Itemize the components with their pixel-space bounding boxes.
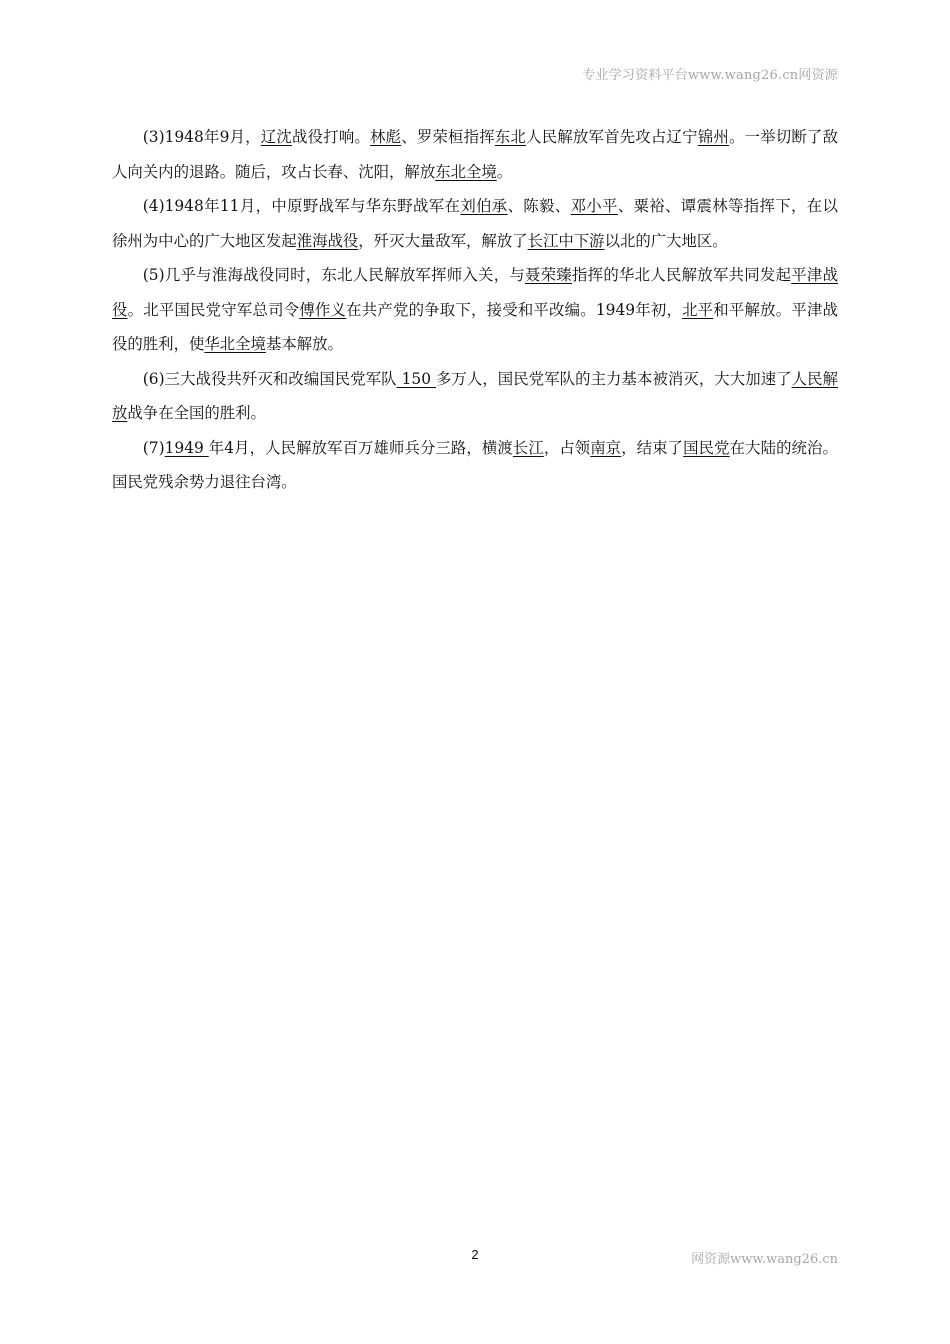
text-run: 人民解放军首先攻占辽宁: [526, 128, 698, 146]
underlined-answer: 长江中下游: [527, 231, 605, 250]
underlined-answer: 林彪: [370, 128, 402, 146]
text-run: (4)1948年11月，中原野战军与华东野战军在: [142, 197, 461, 215]
underlined-answer: 南京: [590, 438, 622, 457]
text-run: ，占领: [543, 438, 591, 457]
paragraph-7: [112, 431, 838, 500]
document-body: [112, 120, 838, 500]
text-run: 。: [496, 162, 513, 181]
page-header: 专业学习资料平台www.wang26.cn网资源: [582, 68, 838, 83]
text-run: 多万人，国民党军队的主力基本被消灭，大大加速了: [435, 369, 792, 388]
text-run: ，结束了: [621, 438, 684, 457]
underlined-answer: 傅作义: [299, 300, 347, 319]
underlined-answer: 150: [396, 369, 436, 388]
text-run: 和平解放。平津战役的胜利，使: [112, 300, 838, 353]
text-run: 年4月，人民解放军百万雄师兵分三路，横渡: [208, 438, 513, 457]
underlined-answer: 东北: [494, 128, 527, 146]
text-run: 。北平国民党守军总司令: [127, 300, 300, 319]
underlined-answer: 平津战役: [112, 266, 838, 319]
underlined-answer: 1949: [164, 438, 209, 457]
text-run: 、陈毅、: [507, 197, 571, 215]
underlined-answer: 淮海战役: [296, 231, 359, 250]
text-run: 、罗荣桓指挥: [401, 128, 495, 146]
underlined-answer: 国民党: [683, 438, 730, 457]
text-run: 基本解放。: [265, 335, 343, 353]
page-number: 2: [471, 1247, 479, 1262]
underlined-answer: 聂荣臻: [525, 266, 573, 284]
paragraph-3: [112, 120, 838, 189]
text-run: 。一举切断了敌人向关内的退路。随后，攻占长春、沈阳，解放: [112, 128, 838, 181]
text-run: 战争在全国的胜利。: [127, 404, 266, 422]
paragraph-6: [112, 362, 838, 431]
underlined-answer: 人民解放: [112, 369, 838, 422]
text-run: (6)三大战役共歼灭和改编国民党军队: [142, 369, 397, 388]
text-run: 以北的广大地区。: [604, 231, 728, 250]
text-run: 战役打响。: [292, 128, 371, 146]
text-run: ，歼灭大量敌军，解放了: [358, 231, 528, 250]
underlined-answer: 长江: [512, 438, 544, 457]
paragraph-4: [112, 189, 838, 258]
text-run: 在共产党的争取下，接受和平改编。1949年初，: [346, 300, 683, 319]
underlined-answer: 华北全境: [204, 335, 266, 353]
text-run: (5)几乎与淮海战役同时，东北人民解放军挥师入关，与: [142, 266, 526, 284]
underlined-answer: 北平: [682, 300, 714, 319]
text-run: 指挥的华北人民解放军共同发起: [572, 266, 792, 284]
underlined-answer: 辽沈: [260, 128, 293, 146]
text-run: (3)1948年9月，: [142, 128, 261, 146]
underlined-answer: 东北全境: [435, 162, 497, 181]
text-run: 、粟裕、谭震林等指挥下，在以徐州为中心的广大地区发起: [112, 197, 838, 250]
text-run: 在大陆的统治。国民党残余势力退往台湾。: [112, 438, 838, 491]
paragraph-5: [112, 258, 838, 362]
text-run: (7): [142, 438, 165, 457]
underlined-answer: 锦州: [697, 128, 729, 146]
underlined-answer: 邓小平: [570, 197, 618, 215]
page-footer: 网资源www.wang26.cn: [691, 1252, 838, 1267]
underlined-answer: 刘伯承: [460, 197, 508, 215]
